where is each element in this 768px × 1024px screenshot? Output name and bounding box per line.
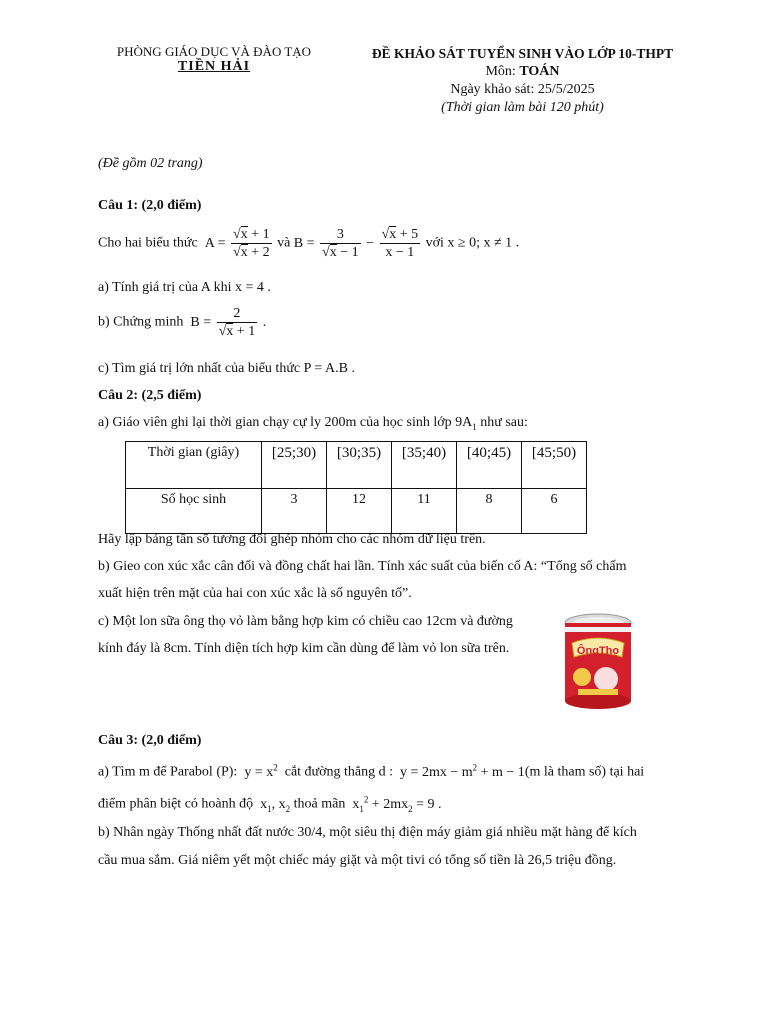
q2-b-line2: xuất hiện trên mặt của hai con xúc xắc là số nguyên tố”. (98, 586, 412, 601)
parabola-eq: $y = x^2$ (240, 762, 278, 780)
q3-a-mid: cắt đường thẳng d : (284, 764, 394, 780)
q1-intro-text: Cho hai biểu thức (98, 235, 198, 251)
interval-cell: [25;30) (262, 442, 327, 489)
q1-title: Câu 1: (2,0 điểm) (98, 198, 202, 213)
q3-a-line2-mid: thoả mãn (293, 796, 346, 812)
expr-A: A = $\frac{√x + 1}{√x + 2}$ (201, 227, 270, 260)
row-label-time: Thời gian (giây) (126, 442, 262, 489)
q2-a-sub: 1 (472, 421, 477, 432)
q3-title: Câu 3: (2,0 điểm) (98, 733, 202, 748)
table-row (126, 489, 587, 534)
frequency-table (125, 441, 587, 534)
interval-cell: [40;45) (457, 442, 522, 489)
q1-c-math: P = A.B . (303, 361, 355, 376)
exam-date: Ngày khảo sát: 25/5/2025 (450, 82, 595, 97)
q1-and: và (277, 235, 291, 251)
subject-line (345, 63, 700, 81)
q3-a-prefix: a) Tìm m để Parabol (P): (98, 764, 238, 780)
q2-c-line2: kính đáy là 8cm. Tính diện tích hợp kim cần dùng để làm vỏ lon sữa trên. (98, 641, 510, 656)
count-cell: 12 (327, 489, 392, 534)
q2-c-line1: c) Một lon sữa ông thọ vỏ làm bằng hợp kim có chiều cao 12cm và đường (98, 614, 513, 629)
q1-with: với (425, 235, 444, 251)
q3-b-line1: b) Nhân ngày Thống nhất đất nước 30/4, một siêu thị điện máy giảm giá nhiều mặt hàng để kích (98, 825, 637, 840)
count-cell: 11 (392, 489, 457, 534)
q2-a-text: a) Giáo viên ghi lại thời gian chạy cự ly 200m của học sinh lớp 9A (98, 415, 473, 430)
interval-cell: [35;40) (392, 442, 457, 489)
department-name: PHÒNG GIÁO DỤC VÀ ĐÀO TẠO (116, 44, 312, 59)
exam-duration: (Thời gian làm bài 120 phút) (441, 100, 604, 115)
q1-c-text: c) Tìm giá trị lớn nhất của biểu thức (98, 361, 301, 376)
line-eq: $y = 2mx - m^2 + m - 1$ (396, 762, 525, 780)
pages-note: (Đề gồm 02 trang) (98, 156, 203, 171)
q2-title: Câu 2: (2,5 điểm) (98, 388, 202, 403)
subject-label: Môn: (485, 64, 516, 79)
q1-a-text: a) Tính giá trị của A khi (98, 280, 232, 295)
q1-part-b (98, 305, 266, 340)
header-right (345, 45, 700, 117)
q1-part-a (98, 280, 271, 296)
q1-b-text: b) Chứng minh (98, 314, 184, 330)
expr-B: B = $\frac{3}{√x - 1}$ − $\frac{√x + 5}{x - 1}$ (293, 227, 419, 260)
q3-part-a-line2 (98, 794, 442, 813)
q1-condition: x ≥ 0; x ≠ 1 . (447, 235, 520, 251)
q1-intro (98, 226, 519, 261)
q1-b-expr: B = $\frac{2}{√x + 1}$ . (186, 306, 267, 339)
q1-part-c (98, 361, 355, 377)
interval-cell: [45;50) (522, 442, 587, 489)
q3-b-line2: cầu mua sắm. Giá niêm yết một chiếc máy giặt và một tivi có tổng số tiền là 26,5 triệu đồng. (98, 853, 617, 868)
exam-title: ĐỀ KHẢO SÁT TUYỂN SINH VÀO LỚP 10-THPT (371, 46, 674, 61)
count-cell: 3 (262, 489, 327, 534)
row-label-students: Số học sinh (126, 489, 262, 534)
table-row (126, 442, 587, 489)
count-cell: 8 (457, 489, 522, 534)
q2-a-tail: như sau: (480, 415, 528, 430)
milk-can-image (562, 613, 634, 711)
interval-cell: [30;35) (327, 442, 392, 489)
q2-part-a (98, 415, 528, 432)
q2-after-table: Hãy lập bảng tần số tương đối ghép nhóm cho các nhóm dữ liệu trên. (98, 532, 486, 547)
header-left (100, 44, 328, 74)
roots-condition: $x_1^2 + 2mx_2 = 9$ . (348, 794, 442, 814)
district-name: TIỀN HẢI (177, 59, 251, 74)
roots: $x_1$, $x_2$ (256, 796, 291, 814)
count-cell: 6 (522, 489, 587, 534)
q1-a-math: x = 4 . (235, 280, 271, 295)
q3-part-a (98, 762, 644, 781)
q3-a-line2-prefix: điểm phân biệt có hoành độ (98, 796, 254, 812)
q3-a-tail: (m là tham số) tại hai (524, 764, 645, 780)
q2-b-line1: b) Gieo con xúc xắc cân đối và đồng chất hai lần. Tính xác suất của biến cố A: “Tổng số chấm (98, 559, 627, 574)
subject: TOÁN (519, 64, 560, 79)
can-brand-label: ÔngThọ (576, 645, 620, 657)
